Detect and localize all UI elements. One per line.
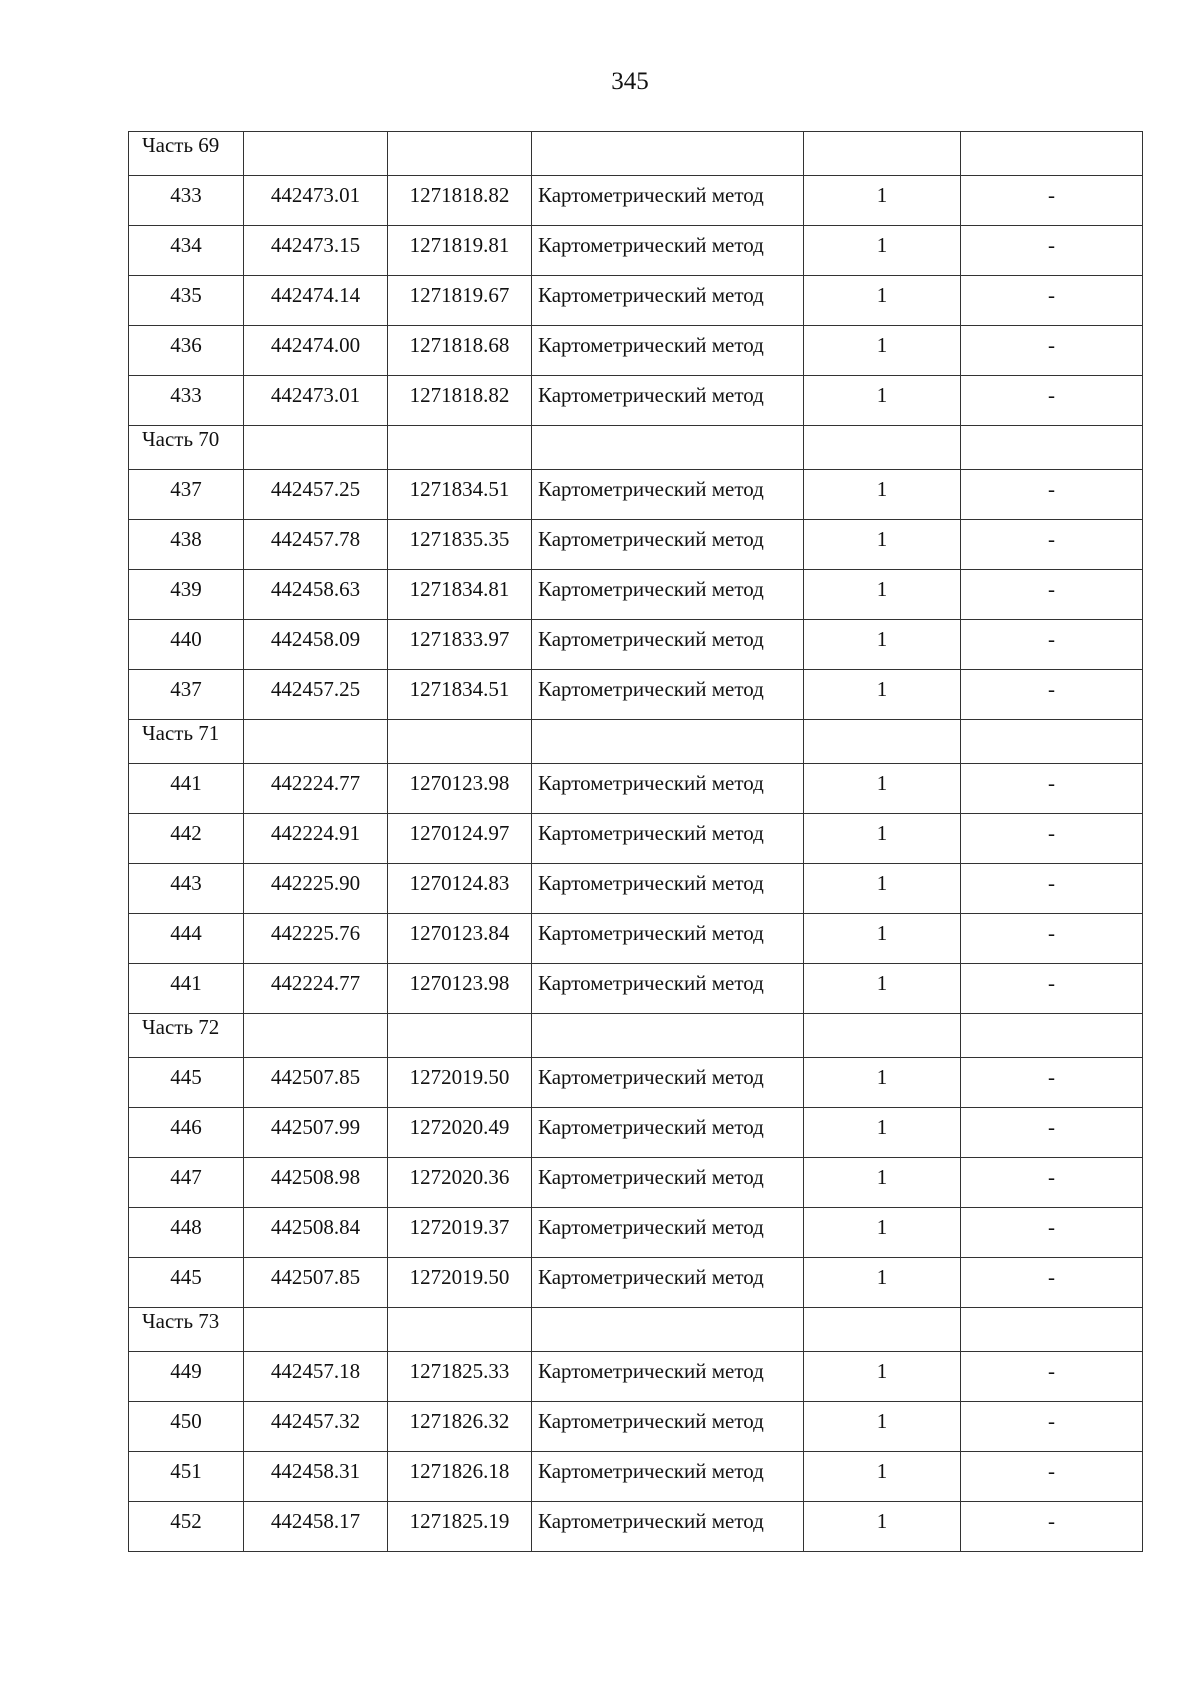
table-row <box>129 670 1143 720</box>
accuracy-cell: 1 <box>804 864 961 914</box>
point-number-cell: 433 <box>129 176 244 226</box>
y-coordinate-cell: 1271833.97 <box>388 620 532 670</box>
note-cell: - <box>961 620 1143 670</box>
accuracy-cell: 1 <box>804 814 961 864</box>
empty-cell <box>961 720 1143 764</box>
method-cell: Картометрический метод <box>532 1208 804 1258</box>
method-cell: Картометрический метод <box>532 376 804 426</box>
method-cell: Картометрический метод <box>532 176 804 226</box>
y-coordinate-cell: 1272019.50 <box>388 1058 532 1108</box>
table-row <box>129 326 1143 376</box>
empty-cell <box>804 720 961 764</box>
method-cell: Картометрический метод <box>532 226 804 276</box>
x-coordinate-cell: 442474.14 <box>244 276 388 326</box>
empty-cell <box>244 1014 388 1058</box>
x-coordinate-cell: 442507.85 <box>244 1058 388 1108</box>
y-coordinate-cell: 1270123.98 <box>388 764 532 814</box>
table-row <box>129 520 1143 570</box>
x-coordinate-cell: 442224.77 <box>244 764 388 814</box>
x-coordinate-cell: 442473.01 <box>244 376 388 426</box>
y-coordinate-cell: 1271834.81 <box>388 570 532 620</box>
empty-cell <box>804 1308 961 1352</box>
y-coordinate-cell: 1270123.84 <box>388 914 532 964</box>
x-coordinate-cell: 442457.25 <box>244 670 388 720</box>
method-cell: Картометрический метод <box>532 814 804 864</box>
part-header-row <box>129 1014 1143 1058</box>
x-coordinate-cell: 442473.01 <box>244 176 388 226</box>
method-cell: Картометрический метод <box>532 764 804 814</box>
point-number-cell: 437 <box>129 670 244 720</box>
point-number-cell: 444 <box>129 914 244 964</box>
accuracy-cell: 1 <box>804 1158 961 1208</box>
point-number-cell: 451 <box>129 1452 244 1502</box>
note-cell: - <box>961 1452 1143 1502</box>
point-number-cell: 448 <box>129 1208 244 1258</box>
point-number-cell: 441 <box>129 964 244 1014</box>
y-coordinate-cell: 1271818.82 <box>388 376 532 426</box>
accuracy-cell: 1 <box>804 376 961 426</box>
note-cell: - <box>961 1058 1143 1108</box>
empty-cell <box>961 132 1143 176</box>
table-row <box>129 1158 1143 1208</box>
part-label: Часть 69 <box>129 132 244 176</box>
part-label: Часть 72 <box>129 1014 244 1058</box>
table-row <box>129 376 1143 426</box>
table-row <box>129 1258 1143 1308</box>
accuracy-cell: 1 <box>804 1452 961 1502</box>
method-cell: Картометрический метод <box>532 1352 804 1402</box>
method-cell: Картометрический метод <box>532 1158 804 1208</box>
y-coordinate-cell: 1271825.19 <box>388 1502 532 1552</box>
method-cell: Картометрический метод <box>532 570 804 620</box>
table-row <box>129 814 1143 864</box>
table-row <box>129 914 1143 964</box>
point-number-cell: 441 <box>129 764 244 814</box>
empty-cell <box>244 426 388 470</box>
note-cell: - <box>961 376 1143 426</box>
part-label: Часть 70 <box>129 426 244 470</box>
accuracy-cell: 1 <box>804 570 961 620</box>
note-cell: - <box>961 520 1143 570</box>
x-coordinate-cell: 442507.85 <box>244 1258 388 1308</box>
x-coordinate-cell: 442458.17 <box>244 1502 388 1552</box>
accuracy-cell: 1 <box>804 620 961 670</box>
empty-cell <box>961 1014 1143 1058</box>
table-row <box>129 1402 1143 1452</box>
y-coordinate-cell: 1271826.32 <box>388 1402 532 1452</box>
table-row <box>129 1058 1143 1108</box>
x-coordinate-cell: 442224.77 <box>244 964 388 1014</box>
part-header-row <box>129 132 1143 176</box>
accuracy-cell: 1 <box>804 1108 961 1158</box>
accuracy-cell: 1 <box>804 1208 961 1258</box>
x-coordinate-cell: 442457.25 <box>244 470 388 520</box>
page-number: 345 <box>611 68 649 95</box>
table-row <box>129 620 1143 670</box>
y-coordinate-cell: 1270124.97 <box>388 814 532 864</box>
empty-cell <box>532 1308 804 1352</box>
x-coordinate-cell: 442508.98 <box>244 1158 388 1208</box>
part-header-row <box>129 720 1143 764</box>
point-number-cell: 449 <box>129 1352 244 1402</box>
note-cell: - <box>961 1352 1143 1402</box>
table-row <box>129 1452 1143 1502</box>
note-cell: - <box>961 1502 1143 1552</box>
point-number-cell: 446 <box>129 1108 244 1158</box>
y-coordinate-cell: 1272019.37 <box>388 1208 532 1258</box>
x-coordinate-cell: 442458.31 <box>244 1452 388 1502</box>
method-cell: Картометрический метод <box>532 520 804 570</box>
method-cell: Картометрический метод <box>532 1058 804 1108</box>
y-coordinate-cell: 1272020.36 <box>388 1158 532 1208</box>
table-row <box>129 964 1143 1014</box>
y-coordinate-cell: 1272019.50 <box>388 1258 532 1308</box>
method-cell: Картометрический метод <box>532 620 804 670</box>
table-row <box>129 764 1143 814</box>
note-cell: - <box>961 1258 1143 1308</box>
accuracy-cell: 1 <box>804 276 961 326</box>
method-cell: Картометрический метод <box>532 470 804 520</box>
empty-cell <box>532 1014 804 1058</box>
method-cell: Картометрический метод <box>532 326 804 376</box>
accuracy-cell: 1 <box>804 226 961 276</box>
y-coordinate-cell: 1271819.67 <box>388 276 532 326</box>
accuracy-cell: 1 <box>804 1352 961 1402</box>
point-number-cell: 438 <box>129 520 244 570</box>
y-coordinate-cell: 1272020.49 <box>388 1108 532 1158</box>
point-number-cell: 437 <box>129 470 244 520</box>
y-coordinate-cell: 1271826.18 <box>388 1452 532 1502</box>
coordinates-table-body <box>129 132 1143 1552</box>
point-number-cell: 435 <box>129 276 244 326</box>
y-coordinate-cell: 1271818.82 <box>388 176 532 226</box>
x-coordinate-cell: 442225.76 <box>244 914 388 964</box>
y-coordinate-cell: 1271834.51 <box>388 470 532 520</box>
table-row <box>129 1352 1143 1402</box>
method-cell: Картометрический метод <box>532 1452 804 1502</box>
method-cell: Картометрический метод <box>532 864 804 914</box>
accuracy-cell: 1 <box>804 1402 961 1452</box>
y-coordinate-cell: 1271834.51 <box>388 670 532 720</box>
point-number-cell: 445 <box>129 1058 244 1108</box>
empty-cell <box>961 426 1143 470</box>
point-number-cell: 439 <box>129 570 244 620</box>
note-cell: - <box>961 914 1143 964</box>
table-row <box>129 1108 1143 1158</box>
accuracy-cell: 1 <box>804 470 961 520</box>
empty-cell <box>532 720 804 764</box>
point-number-cell: 436 <box>129 326 244 376</box>
accuracy-cell: 1 <box>804 1058 961 1108</box>
table-row <box>129 176 1143 226</box>
point-number-cell: 452 <box>129 1502 244 1552</box>
method-cell: Картометрический метод <box>532 1502 804 1552</box>
empty-cell <box>244 720 388 764</box>
note-cell: - <box>961 1402 1143 1452</box>
note-cell: - <box>961 326 1143 376</box>
empty-cell <box>804 132 961 176</box>
note-cell: - <box>961 964 1143 1014</box>
method-cell: Картометрический метод <box>532 964 804 1014</box>
point-number-cell: 447 <box>129 1158 244 1208</box>
note-cell: - <box>961 764 1143 814</box>
point-number-cell: 433 <box>129 376 244 426</box>
coordinates-table <box>128 131 1143 1552</box>
part-header-row <box>129 1308 1143 1352</box>
note-cell: - <box>961 276 1143 326</box>
note-cell: - <box>961 1158 1143 1208</box>
method-cell: Картометрический метод <box>532 1108 804 1158</box>
note-cell: - <box>961 226 1143 276</box>
note-cell: - <box>961 570 1143 620</box>
y-coordinate-cell: 1270124.83 <box>388 864 532 914</box>
method-cell: Картометрический метод <box>532 276 804 326</box>
y-coordinate-cell: 1271835.35 <box>388 520 532 570</box>
empty-cell <box>244 1308 388 1352</box>
table-row <box>129 570 1143 620</box>
method-cell: Картометрический метод <box>532 1258 804 1308</box>
x-coordinate-cell: 442225.90 <box>244 864 388 914</box>
accuracy-cell: 1 <box>804 914 961 964</box>
point-number-cell: 440 <box>129 620 244 670</box>
note-cell: - <box>961 1108 1143 1158</box>
empty-cell <box>804 1014 961 1058</box>
y-coordinate-cell: 1270123.98 <box>388 964 532 1014</box>
x-coordinate-cell: 442458.63 <box>244 570 388 620</box>
y-coordinate-cell: 1271825.33 <box>388 1352 532 1402</box>
empty-cell <box>388 1308 532 1352</box>
x-coordinate-cell: 442473.15 <box>244 226 388 276</box>
empty-cell <box>804 426 961 470</box>
x-coordinate-cell: 442458.09 <box>244 620 388 670</box>
method-cell: Картометрический метод <box>532 1402 804 1452</box>
point-number-cell: 450 <box>129 1402 244 1452</box>
accuracy-cell: 1 <box>804 1502 961 1552</box>
empty-cell <box>388 720 532 764</box>
accuracy-cell: 1 <box>804 670 961 720</box>
table-row <box>129 276 1143 326</box>
x-coordinate-cell: 442474.00 <box>244 326 388 376</box>
empty-cell <box>388 426 532 470</box>
x-coordinate-cell: 442457.18 <box>244 1352 388 1402</box>
accuracy-cell: 1 <box>804 176 961 226</box>
accuracy-cell: 1 <box>804 520 961 570</box>
x-coordinate-cell: 442507.99 <box>244 1108 388 1158</box>
method-cell: Картометрический метод <box>532 914 804 964</box>
x-coordinate-cell: 442457.32 <box>244 1402 388 1452</box>
method-cell: Картометрический метод <box>532 670 804 720</box>
x-coordinate-cell: 442508.84 <box>244 1208 388 1258</box>
table-row <box>129 1502 1143 1552</box>
note-cell: - <box>961 670 1143 720</box>
table-row <box>129 226 1143 276</box>
part-label: Часть 73 <box>129 1308 244 1352</box>
note-cell: - <box>961 814 1143 864</box>
empty-cell <box>532 426 804 470</box>
point-number-cell: 443 <box>129 864 244 914</box>
point-number-cell: 442 <box>129 814 244 864</box>
empty-cell <box>961 1308 1143 1352</box>
accuracy-cell: 1 <box>804 764 961 814</box>
point-number-cell: 445 <box>129 1258 244 1308</box>
part-label: Часть 71 <box>129 720 244 764</box>
empty-cell <box>388 132 532 176</box>
y-coordinate-cell: 1271819.81 <box>388 226 532 276</box>
empty-cell <box>388 1014 532 1058</box>
x-coordinate-cell: 442224.91 <box>244 814 388 864</box>
accuracy-cell: 1 <box>804 326 961 376</box>
part-header-row <box>129 426 1143 470</box>
accuracy-cell: 1 <box>804 964 961 1014</box>
point-number-cell: 434 <box>129 226 244 276</box>
y-coordinate-cell: 1271818.68 <box>388 326 532 376</box>
note-cell: - <box>961 176 1143 226</box>
note-cell: - <box>961 1208 1143 1258</box>
table-row <box>129 864 1143 914</box>
x-coordinate-cell: 442457.78 <box>244 520 388 570</box>
empty-cell <box>532 132 804 176</box>
table-row <box>129 470 1143 520</box>
note-cell: - <box>961 470 1143 520</box>
note-cell: - <box>961 864 1143 914</box>
table-row <box>129 1208 1143 1258</box>
accuracy-cell: 1 <box>804 1258 961 1308</box>
empty-cell <box>244 132 388 176</box>
